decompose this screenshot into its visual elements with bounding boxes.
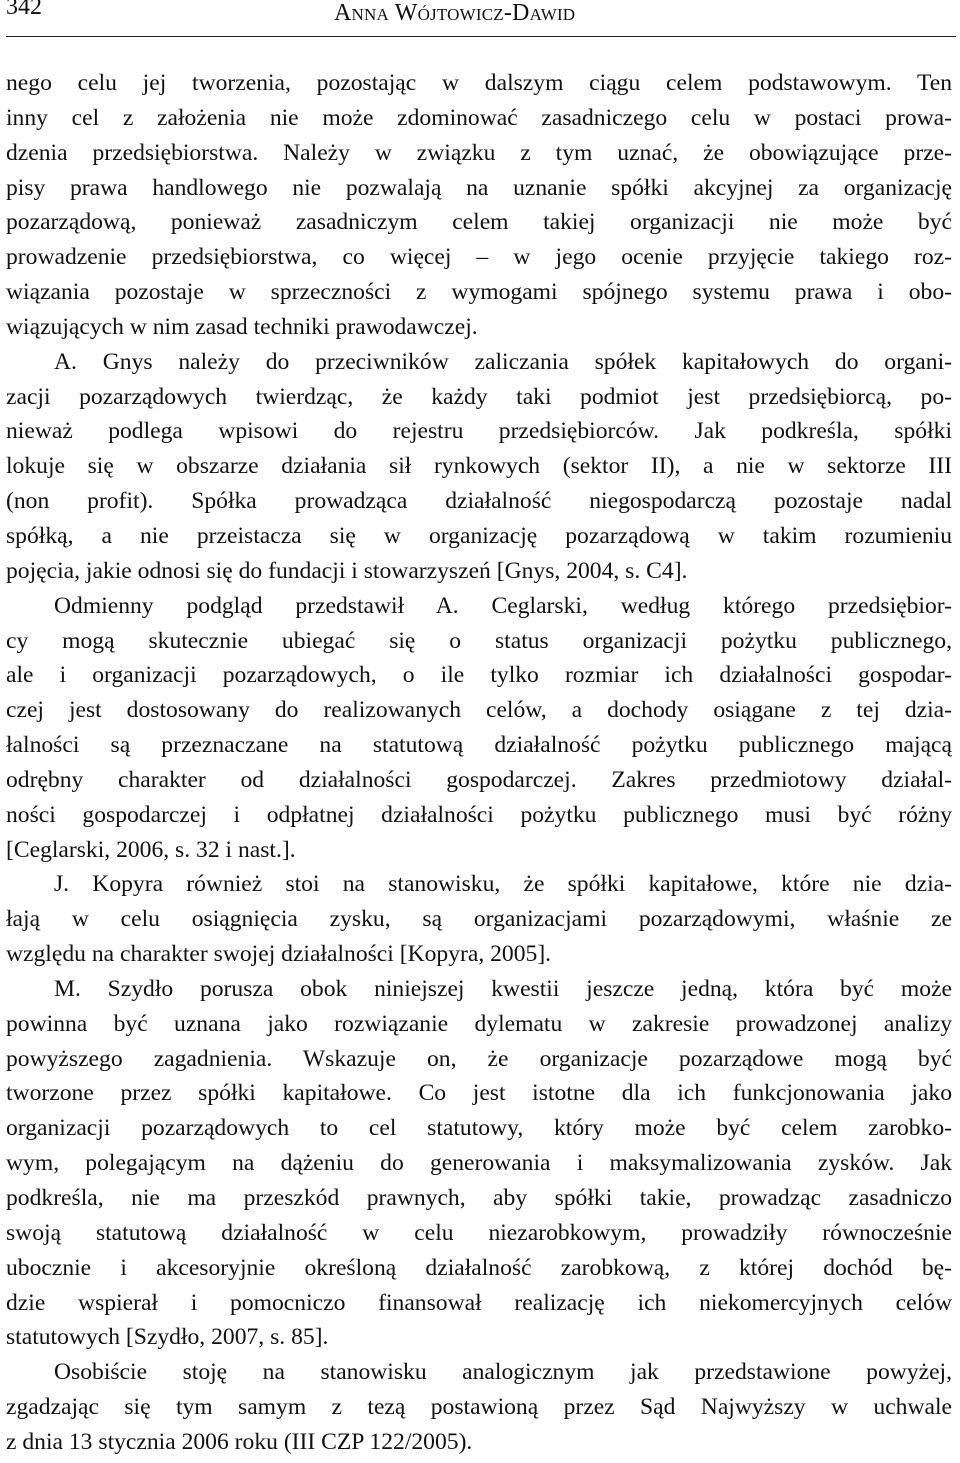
text-line: swoją statutową działalność w celu niezarobkowym, prowadziły równocześnie: [6, 1219, 952, 1246]
text-line: Osobiście stoję na stanowisku analogicznym jak przedstawione powyżej,: [54, 1359, 952, 1386]
text-line: pozarządową, ponieważ zasadniczym celem takiej organizacji nie może być: [6, 209, 952, 236]
text-line: A. Gnys należy do przeciwników zaliczania spółek kapitałowych do organi-: [54, 348, 952, 375]
text-line: lokuje się w obszarze działania sił rynkowych (sektor II), a nie w sektorze III: [6, 453, 952, 480]
text-line: dzie wspierał i pomocniczo finansował realizację ich niekomercyjnych celów: [6, 1289, 952, 1316]
text-line: pojęcia, jakie odnosi się do fundacji i stowarzyszeń [Gnys, 2004, s. C4].: [6, 557, 688, 584]
text-line: podkreśla, nie ma przeszkód prawnych, aby spółki takie, prowadząc zasadniczo: [6, 1185, 952, 1211]
text-line: pisy prawa handlowego nie pozwalają na uznanie spółki akcyjnej za organizację: [6, 174, 952, 201]
paragraph: [6, 972, 952, 1355]
paragraph: [6, 589, 952, 868]
text-line: czej jest dostosowany do realizowanych celów, a dochody osiągane z tej dzia-: [6, 697, 952, 724]
text-line: zgadzając się tym samym z tezą postawioną przez Sąd Najwyższy w uchwale: [6, 1394, 952, 1421]
text-line: tworzone przez spółki kapitałowe. Co jest istotne dla ich funkcjonowania jako: [6, 1080, 952, 1107]
text-line: spółką, a nie przeistacza się w organizację pozarządową w takim rozumieniu: [6, 522, 952, 549]
text-line: łalności są przeznaczane na statutową działalność pożytku publicznego mającą: [6, 732, 952, 759]
text-line: statutowych [Szydło, 2007, s. 85].: [6, 1324, 329, 1351]
paragraph: [6, 867, 952, 972]
paragraph: [6, 345, 952, 589]
text-line: wiązujących w nim zasad techniki prawodawczej.: [6, 313, 478, 340]
text-line: (non profit). Spółka prowadząca działalność niegospodarczą pozostaje nadal: [6, 488, 952, 515]
text-line: cy mogą skutecznie ubiegać się o status organizacji pożytku publicznego,: [6, 627, 952, 654]
text-line: powyższego zagadnienia. Wskazuje on, że organizacje pozarządowe mogą być: [6, 1045, 952, 1072]
text-line: względu na charakter swojej działalności [Kopyra, 2005].: [6, 941, 552, 968]
text-line: inny cel z założenia nie może zdominować zasadniczego celu w postaci prowa-: [6, 104, 952, 131]
text-line: J. Kopyra również stoi na stanowisku, że spółki kapitałowe, które nie dzia-: [54, 871, 952, 898]
body-text: [6, 66, 952, 1460]
text-line: dzenia przedsiębiorstwa. Należy w związku z tym uznać, że obowiązujące prze-: [6, 139, 952, 166]
text-line: prowadzenie przedsiębiorstwa, co więcej – w jego ocenie przyjęcie takiego roz-: [6, 244, 952, 271]
text-line: ale i organizacji pozarządowych, o ile tylko rozmiar ich działalności gospodar-: [6, 662, 952, 689]
text-line: nieważ podlega wpisowi do rejestru przedsiębiorców. Jak podkreśla, spółki: [6, 418, 952, 445]
paragraph: [6, 66, 952, 345]
text-line: wym, polegającym na dążeniu do generowania i maksymalizowania zysków. Jak: [6, 1150, 952, 1177]
text-line: z dnia 13 stycznia 2006 roku (III CZP 122/2005).: [6, 1428, 473, 1455]
page-number: 342: [6, 0, 42, 20]
text-line: łają w celu osiągnięcia zysku, są organizacjami pozarządowymi, właśnie ze: [6, 906, 952, 933]
text-line: nego celu jej tworzenia, pozostając w dalszym ciągu celem podstawowym. Ten: [6, 70, 952, 96]
text-line: powinna być uznana jako rozwiązanie dylematu w zakresie prowadzonej analizy: [6, 1010, 952, 1037]
text-line: odrębny charakter od działalności gospodarczej. Zakres przedmiotowy działal-: [6, 766, 952, 793]
text-line: zacji pozarządowych twierdząc, że każdy taki podmiot jest przedsiębiorcą, po-: [6, 383, 952, 410]
text-line: ności gospodarczej i odpłatnej działalności pożytku publicznego musi być różny: [6, 801, 952, 828]
text-line: M. Szydło porusza obok niniejszej kwestii jeszcze jedną, która być może: [54, 975, 952, 1002]
text-line: ubocznie i akcesoryjnie określoną działalność zarobkową, z której dochód bę-: [6, 1254, 952, 1281]
text-line: [Ceglarski, 2006, s. 32 i nast.].: [6, 836, 296, 863]
running-head-author: Anna Wójtowicz-Dawid: [334, 0, 576, 26]
text-line: organizacji pozarządowych to cel statutowy, który może być celem zarobko-: [6, 1115, 952, 1142]
text-line: wiązania pozostaje w sprzeczności z wymogami spójnego systemu prawa i obo-: [6, 279, 952, 306]
paragraph: [6, 1355, 952, 1460]
running-header: [6, 0, 956, 37]
text-line: Odmienny podgląd przedstawił A. Ceglarski, według którego przedsiębior-: [54, 592, 952, 619]
